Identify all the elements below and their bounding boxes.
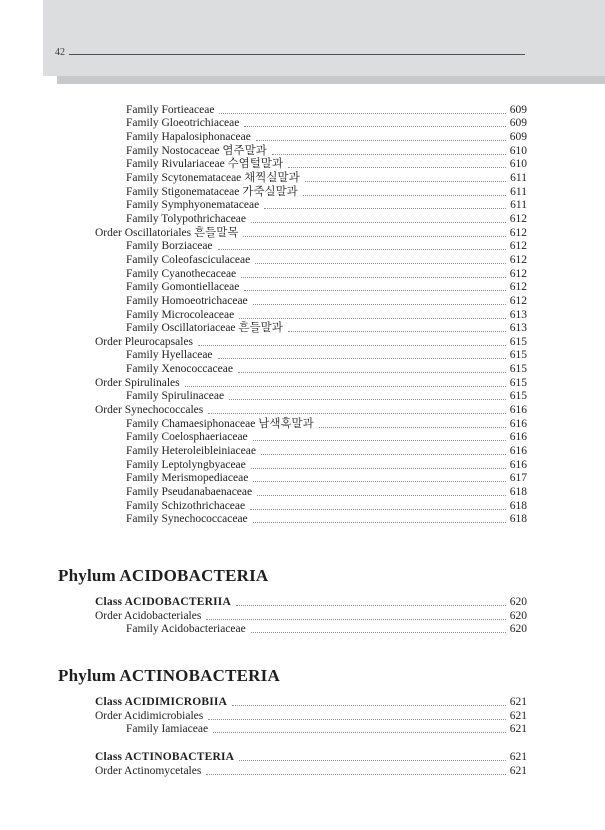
dot-leader [261,454,506,455]
dot-leader [288,331,506,332]
toc-entry-page: 609 [509,130,527,143]
dot-leader [229,399,506,400]
toc-entry [58,212,527,226]
dot-leader [239,760,506,761]
toc-entry-page: 616 [509,431,527,444]
toc-entry [58,485,527,499]
dot-leader [288,167,506,168]
dot-leader [257,495,506,496]
toc-entry-label: Family Gomontiellaceae [126,281,240,294]
toc-entry-page: 610 [509,158,527,171]
toc-entry-label: Family Hyellaceae [126,349,213,362]
dot-leader [243,236,505,237]
dot-leader [206,774,505,775]
toc-entry-page: 620 [509,623,527,636]
toc-entry [58,609,527,623]
toc-entry-page: 615 [509,363,527,376]
dot-leader [251,222,506,223]
toc-entry-label: Order Synechococcales [95,404,204,417]
toc-entry-label: Class ACTINOBACTERIA [95,750,235,763]
toc-entry [58,472,527,486]
toc-entry-label: Family Acidobacteriaceae [126,623,246,636]
toc-entry-page: 615 [509,390,527,403]
toc-entry-page: 612 [509,294,527,307]
toc-entry [58,362,527,376]
toc-section-phylum-acidobacteria [58,566,527,636]
toc-entry-page: 615 [509,349,527,362]
dot-leader [303,195,506,196]
dot-leader [253,481,505,482]
toc-entry-page: 611 [510,199,527,212]
page-number: 42 [55,47,65,58]
header-rule-line [69,54,525,55]
toc-entry [58,595,527,609]
toc-entry [58,240,527,254]
toc-entry [58,117,527,131]
toc-entry [58,281,527,295]
toc-entry-label: Order Oscillatoriales 흔들말목 [95,226,239,239]
toc-entry [58,322,527,336]
toc-entry-label: Class ACIDOBACTERIIA [95,596,231,608]
dot-leader [238,372,506,373]
toc-entry-label: Family Fortieaceae [126,103,215,116]
toc-entry-label: Family Spirulinaceae [126,390,225,403]
toc-entry-page: 611 [510,171,527,184]
toc-entry-page: 621 [509,709,527,722]
toc-entry [58,623,527,637]
toc-entry-page: 616 [509,404,527,417]
dot-leader [319,427,506,428]
dot-leader [206,619,505,620]
dot-leader [185,386,506,387]
toc-entry-page: 618 [509,513,527,526]
toc-entry-label: Family Coelosphaeriaceae [126,431,248,444]
toc-entry [58,226,527,240]
toc-entry-page: 613 [509,322,527,335]
dot-leader [272,154,506,155]
toc-entry [58,764,527,778]
toc-entry-page: 612 [509,253,527,266]
toc-entry-page: 616 [509,417,527,430]
toc-entry-page: 620 [509,609,527,622]
toc-entry-label: Family Coleofasciculaceae [126,253,251,266]
toc-entry-label: Family Homoeotrichaceae [126,294,248,307]
toc-entry-label: Family Heteroleibleiniaceae [126,445,256,458]
toc-entry-page: 612 [509,226,527,239]
toc-entry-page: 621 [509,695,527,708]
toc-section-cyanobacteria-orders-families [58,103,527,526]
toc-entry-label: Family Chamaesiphonaceae 남색혹말과 [126,417,314,430]
toc-entry-label: Family Schizothrichaceae [126,499,246,512]
toc-entry-label: Family Borziaceae [126,240,213,253]
dot-leader [251,632,506,633]
toc-section-phylum-actinobacteria [58,666,527,777]
toc-entry-label: Family Synechococcaceae [126,513,248,526]
dot-leader [219,113,505,114]
toc-entry-page: 621 [509,750,527,763]
toc-entry-label: Family Hapalosiphonaceae [126,130,251,143]
toc-entry [58,349,527,363]
toc-entry-page: 615 [509,335,527,348]
page-header-band [43,0,605,76]
toc-entry [58,335,527,349]
toc-entry-label: Family Merismopediaceae [126,472,249,485]
toc-entry-label: Family Symphyonemataceae [126,199,260,212]
toc-entry-label: Family Gloeotrichiaceae [126,117,240,130]
toc-entry-page: 609 [509,117,527,130]
toc-entry-page: 621 [509,764,527,777]
dot-leader [305,181,506,182]
dot-leader [253,522,506,523]
toc-entry [58,294,527,308]
toc-entry-page: 621 [509,723,527,736]
toc-entry-label: Family Stigonemataceae 가죽실말과 [126,185,298,198]
dot-leader [250,509,506,510]
dot-leader [264,208,506,209]
toc-entry-label: Family Leptolyngbyaceae [126,458,246,471]
toc-entry-page: 617 [509,472,527,485]
phylum-heading: Phylum ACIDOBACTERIA [58,566,269,586]
toc-entry-page: 618 [509,499,527,512]
toc-entry-page: 618 [509,486,527,499]
dot-leader [208,719,505,720]
toc-entry-label: Order Spirulinales [95,376,180,389]
dot-leader [218,358,506,359]
toc-entry-page: 616 [509,445,527,458]
dot-leader [232,705,506,706]
toc-entry-label: Class ACIDIMICROBIIA [95,695,228,708]
toc-entry [58,513,527,527]
toc-entry [58,431,527,445]
dot-leader [255,263,506,264]
toc-entry [58,253,527,267]
toc-entry-page: 613 [509,308,527,321]
toc-entry-label: Family Scytonemataceae 채찍실말과 [126,171,300,184]
toc-entry [58,750,527,764]
toc-entry-label: Order Pleurocapsales [95,335,194,348]
toc-entry-page: 612 [509,240,527,253]
toc-entry-label: Family Microcoleaceae [126,308,235,321]
toc-entry [58,199,527,213]
toc-entry-page: 610 [509,144,527,157]
toc-entry [58,444,527,458]
toc-entry [58,695,527,709]
dot-leader [251,468,506,469]
toc-entry-page: 609 [509,103,527,116]
toc-entry [58,376,527,390]
toc-entry [58,130,527,144]
toc-entry [58,158,527,172]
toc-entry [58,458,527,472]
toc-entry [58,499,527,513]
toc-entry-page: 612 [509,281,527,294]
toc-entry-label: Family Nostocaceae 염주말과 [126,144,267,157]
toc-entry-page: 620 [509,596,527,608]
toc-entry [58,144,527,158]
toc-entry [58,403,527,417]
toc-entry-page: 615 [509,376,527,389]
dot-leader [244,290,505,291]
dot-leader [244,126,505,127]
toc-entry-page: 612 [509,212,527,225]
toc-entry [58,417,527,431]
dot-leader [208,413,506,414]
dot-leader [241,277,506,278]
toc-entry-label: Family Oscillatoriaceae 흔들말과 [126,322,283,335]
phylum-heading: Phylum ACTINOBACTERIA [58,666,280,686]
toc-entry [58,185,527,199]
toc-entry-page: 616 [509,458,527,471]
toc-entry [58,171,527,185]
toc-entry [58,390,527,404]
toc-entry-label: Family Iamiaceae [126,723,209,736]
toc-entry-label: Family Cyanothecaceae [126,267,237,280]
dot-leader [256,140,506,141]
toc-entry-label: Family Tolypothrichaceae [126,212,247,225]
toc-entry-page: 612 [509,267,527,280]
dot-leader [239,318,506,319]
toc-entry-label: Family Xenococcaceae [126,363,233,376]
dot-leader [253,304,506,305]
dot-leader [236,605,506,606]
toc-entry [58,723,527,737]
dot-leader [218,249,506,250]
toc-entry [58,267,527,281]
page-edge-shadow [57,76,605,84]
toc-entry [58,103,527,117]
toc-entry-page: 611 [510,185,527,198]
toc-entry [58,308,527,322]
toc-entry-label: Order Acidimicrobiales [95,709,204,722]
toc [58,103,527,778]
dot-leader [253,440,506,441]
toc-entry [58,709,527,723]
dot-leader [213,732,506,733]
toc-entry-label: Family Pseudanabaenaceae [126,486,253,499]
toc-entry-label: Family Rivulariaceae 수염털말과 [126,158,284,171]
toc-entry-label: Order Actinomycetales [95,764,202,777]
dot-leader [198,345,506,346]
toc-entry-label: Order Acidobacteriales [95,609,202,622]
